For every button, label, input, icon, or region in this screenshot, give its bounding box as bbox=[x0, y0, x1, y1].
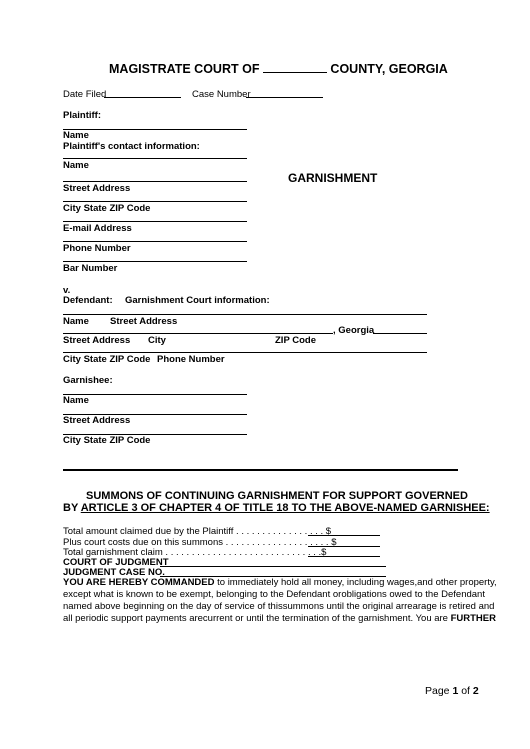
total-claimed-label: Total amount claimed due by the Plaintiff . . . . . . . . . . . . . . . . . $ bbox=[63, 526, 332, 537]
georgia-label: , Georgia bbox=[333, 325, 375, 336]
contact-phone-label: Phone Number bbox=[63, 243, 131, 254]
court-zip-field[interactable] bbox=[373, 333, 427, 334]
court-street-label: Street Address bbox=[110, 316, 178, 327]
plaintiff-contact-heading: Plaintiff's contact information: bbox=[63, 141, 200, 152]
contact-phone-field[interactable] bbox=[63, 241, 247, 242]
garnishee-street-label: Street Address bbox=[63, 415, 131, 426]
contact-name-field[interactable] bbox=[63, 158, 247, 159]
garnishee-heading: Garnishee: bbox=[63, 375, 113, 386]
court-of-judgment-field[interactable] bbox=[160, 566, 386, 567]
contact-email-field[interactable] bbox=[63, 221, 247, 222]
date-filed-field[interactable] bbox=[104, 97, 181, 98]
summons-body-line3: named above beginning on the day of service of thissummons until the original arrearage is retired and bbox=[63, 601, 495, 612]
section-divider bbox=[63, 469, 458, 471]
defendant-city-label: City State ZIP Code bbox=[63, 354, 151, 365]
court-of-judgment-label: COURT OF JUDGMENT bbox=[63, 557, 169, 568]
total-garnishment-field[interactable] bbox=[308, 556, 380, 557]
court-title-suffix: COUNTY, GEORGIA bbox=[330, 62, 448, 76]
defendant-heading: Defendant: bbox=[63, 295, 113, 306]
body-line4-text: all periodic support payments arecurrent or until the termination of the garnishment. You are bbox=[63, 613, 451, 624]
contact-name-label: Name bbox=[63, 160, 89, 171]
page-current: 1 bbox=[452, 685, 459, 697]
court-zip-label: ZIP Code bbox=[275, 335, 316, 346]
plaintiff-heading: Plaintiff: bbox=[63, 110, 101, 121]
court-costs-label: Plus court costs due on this summons . . . . . . . . . . . . . . . . . . . . $ bbox=[63, 537, 337, 548]
summons-title-statute: ARTICLE 3 OF CHAPTER 4 OF TITLE 18 TO THE ABOVE-NAMED GARNISHEE: bbox=[80, 502, 490, 514]
page-total: 2 bbox=[472, 685, 479, 697]
case-number-field[interactable] bbox=[246, 97, 323, 98]
contact-bar-label: Bar Number bbox=[63, 263, 118, 274]
summons-body-line2: except what is known to be exempt, belonging to the Defendant orobligations owed to the Defendant bbox=[63, 589, 485, 600]
defendant-city-phone-field[interactable] bbox=[63, 352, 427, 353]
contact-city-label: City State ZIP Code bbox=[63, 203, 151, 214]
commanded-text: YOU ARE HEREBY COMMANDED bbox=[63, 577, 215, 588]
summons-title-line1: SUMMONS OF CONTINUING GARNISHMENT FOR SUPPORT GOVERNED bbox=[86, 490, 468, 502]
plaintiff-name-label: Name bbox=[63, 130, 89, 141]
contact-street-field[interactable] bbox=[63, 181, 247, 182]
case-number-label: Case Number bbox=[192, 89, 251, 100]
summons-body-line1 bbox=[63, 577, 497, 588]
defendant-street-label: Street Address bbox=[63, 335, 131, 346]
page-of: of bbox=[458, 685, 473, 697]
garnishee-name-field[interactable] bbox=[63, 394, 247, 395]
court-phone-label: Phone Number bbox=[157, 354, 225, 365]
court-city-label: City bbox=[148, 335, 166, 346]
summons-title-prefix: BY bbox=[63, 502, 81, 514]
date-filed-label: Date Filed bbox=[63, 89, 107, 100]
contact-city-field[interactable] bbox=[63, 201, 247, 202]
summons-title-line2 bbox=[63, 502, 490, 514]
county-blank[interactable] bbox=[263, 72, 327, 73]
judgment-case-label: JUDGMENT CASE NO. bbox=[63, 567, 165, 578]
defendant-street-field[interactable] bbox=[63, 333, 333, 334]
total-claimed-field[interactable] bbox=[308, 535, 380, 536]
garnishee-name-label: Name bbox=[63, 395, 89, 406]
court-title-prefix: MAGISTRATE COURT OF bbox=[109, 62, 260, 76]
contact-email-label: E-mail Address bbox=[63, 223, 132, 234]
defendant-name-court-street-field[interactable] bbox=[63, 314, 427, 315]
plaintiff-name-field[interactable] bbox=[63, 129, 247, 130]
total-garnishment-label: Total garnishment claim . . . . . . . . . . . . . . . . . . . . . . . . . . . . . .$ bbox=[63, 547, 327, 558]
body-line1-text: to immediately hold all money, including wages,and other property, bbox=[214, 577, 497, 588]
page-label: Page bbox=[425, 685, 453, 697]
contact-bar-field[interactable] bbox=[63, 261, 247, 262]
court-info-heading: Garnishment Court information: bbox=[125, 295, 270, 306]
page-number bbox=[425, 685, 479, 697]
defendant-name-label: Name bbox=[63, 316, 89, 327]
versus-label: v. bbox=[63, 285, 71, 296]
summons-body-line4 bbox=[63, 613, 496, 624]
further-text: FURTHER bbox=[450, 613, 496, 624]
form-title: GARNISHMENT bbox=[288, 171, 378, 185]
court-title bbox=[109, 62, 448, 76]
garnishee-city-label: City State ZIP Code bbox=[63, 435, 151, 446]
contact-street-label: Street Address bbox=[63, 183, 131, 194]
